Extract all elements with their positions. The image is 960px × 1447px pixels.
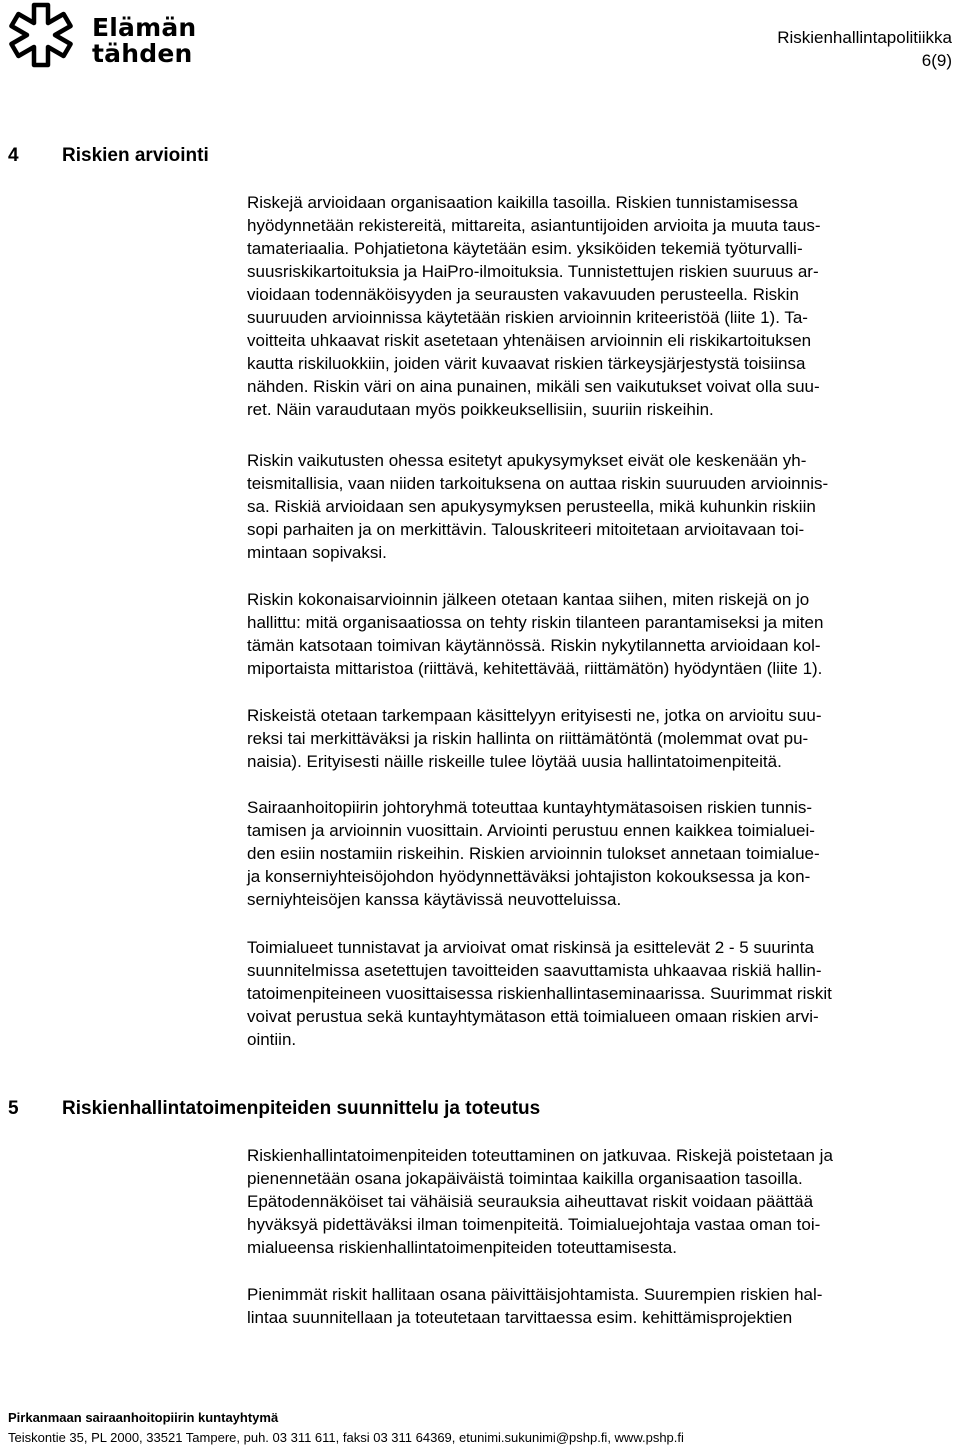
text-line: voivat perustua sekä kuntayhtymätason että toimialueen omaan riskien arvi-: [247, 1007, 819, 1026]
text-line: tamisen ja arvioinnin vuosittain. Arviointi perustuu ennen kaikkea toimialuei-: [247, 821, 815, 840]
text-line: ja konserniyhteisöjohdon hyödynnettäväksi johtajiston kokouksessa ja kon-: [247, 867, 811, 886]
text-line: tatoimenpiteineen vuosittaisessa riskienhallintaseminaarissa. Suurimmat riskit: [247, 984, 832, 1003]
text-line: serniyhteisöjen kanssa käytävissä neuvotteluissa.: [247, 890, 622, 909]
text-line: Riskejä arvioidaan organisaation kaikilla tasoilla. Riskien tunnistamisessa: [247, 193, 798, 212]
section-5-paragraph-2: [247, 1283, 957, 1329]
section-4-heading: [8, 145, 209, 167]
section-5-heading: [8, 1098, 540, 1120]
text-line: Riskienhallintatoimenpiteiden toteuttaminen on jatkuvaa. Riskejä poistetaan ja: [247, 1146, 833, 1165]
text-line: suunnitelmissa asetettujen tavoitteiden saavuttamista uhkaavaa riskiä hallin-: [247, 961, 822, 980]
text-line: Pienimmät riskit hallitaan osana päivittäisjohtamista. Suurempien riskien hal-: [247, 1285, 823, 1304]
text-line: naisia). Erityisesti näille riskeille tulee löytää uusia hallintatoimenpiteitä.: [247, 752, 782, 771]
section-number: 4: [8, 145, 19, 166]
text-line: Riskin kokonaisarvioinnin jälkeen otetaan kantaa siihen, miten riskejä on jo: [247, 590, 810, 609]
text-line: nähden. Riskin väri on aina punainen, mikäli sen vaikutukset voivat olla suu-: [247, 377, 820, 396]
text-line: reksi tai merkittäväksi ja riskin hallinta on riittämätöntä (molemmat ovat pu-: [247, 729, 809, 748]
section-4-paragraph-3: [247, 588, 957, 680]
section-4-paragraph-4: [247, 704, 957, 773]
document-title: Riskienhallintapolitiikka: [777, 28, 952, 47]
text-line: suusriskikartoituksia ja HaiPro-ilmoituksia. Tunnistettujen riskien suuruus ar-: [247, 262, 819, 281]
text-line: ointiin.: [247, 1030, 297, 1049]
text-line: mintaan sopivaksi.: [247, 543, 387, 562]
star-of-life-icon: [2, 2, 80, 68]
text-line: Sairaanhoitopiirin johtoryhmä toteuttaa kuntayhtymätasoisen riskien tunnis-: [247, 798, 813, 817]
footer-organization: Pirkanmaan sairaanhoitopiirin kuntayhtymä: [8, 1410, 279, 1425]
text-line: hallittu: mitä organisaatiossa on tehty riskin tilanteen parantamiseksi ja miten: [247, 613, 824, 632]
text-line: miportaista mittaristoa (riittävä, kehitettävää, riittämätön) hyödyntäen (liite 1).: [247, 659, 823, 678]
text-line: pienennetään osana jokapäiväistä toimintaa kaikilla organisaation tasoilla.: [247, 1169, 803, 1188]
section-title: Riskien arviointi: [62, 145, 209, 166]
text-line: sopi parhaiten ja on merkittävin. Talouskriteeri mitoitetaan arvioitavaan toi-: [247, 520, 805, 539]
text-line: Toimialueet tunnistavat ja arvioivat omat riskinsä ja esittelevät 2 - 5 suurinta: [247, 938, 814, 957]
section-5-paragraph-1: [247, 1144, 957, 1259]
text-line: kautta riskiluokkiin, joiden värit kuvaavat riskien tärkeysjärjestystä toisiinsa: [247, 354, 806, 373]
page-number: 6(9): [921, 51, 952, 70]
text-line: tamateriaalia. Pohjatietona käytetään esim. yksiköiden tekemiä työturvalli-: [247, 239, 803, 258]
text-line: Epätodennäköiset tai vähäisiä seurauksia aiheuttavat riskit voidaan päättää: [247, 1192, 814, 1211]
logo-text-line-1: Elämän: [92, 13, 197, 42]
text-line: sa. Riskiä arvioidaan sen apukysymyksen perusteella, mikä kuhunkin riskiin: [247, 497, 816, 516]
text-line: tämän katsotaan toimivan käytännössä. Riskin nykytilannetta arvioidaan kol-: [247, 636, 821, 655]
section-4-paragraph-6: [247, 936, 957, 1051]
text-line: hyödynnetään rekistereitä, mittareita, asiantuntijoiden arvioita ja muuta taus-: [247, 216, 821, 235]
footer-address: Teiskontie 35, PL 2000, 33521 Tampere, puh. 03 311 611, faksi 03 311 64369, etunimi.sukunimi@pshp.fi, www.pshp.fi: [8, 1430, 684, 1445]
section-4-paragraph-1: [247, 191, 957, 421]
text-line: vioidaan todennäköisyyden ja seurausten vakavuuden perusteella. Riskin: [247, 285, 799, 304]
text-line: ret. Näin varaudutaan myös poikkeuksellisiin, suuriin riskeihin.: [247, 400, 714, 419]
text-line: mialueensa riskienhallintatoimenpiteiden toteuttamisesta.: [247, 1238, 677, 1257]
section-title: Riskienhallintatoimenpiteiden suunnittelu ja toteutus: [62, 1098, 541, 1119]
text-line: suuruuden arvioinnissa käytetään riskien arvioinnin kriteeristöä (liite 1). Ta-: [247, 308, 808, 327]
text-line: voitteita uhkaavat riskit asetetaan yhtenäisen arvioinnin eli riskikartoituksen: [247, 331, 812, 350]
logo-text-line-2: tähden: [92, 39, 193, 68]
section-4-paragraph-2: [247, 449, 957, 564]
text-line: Riskeistä otetaan tarkempaan käsittelyyn erityisesti ne, jotka on arvioitu suu-: [247, 706, 822, 725]
section-number: 5: [8, 1098, 19, 1119]
section-4-paragraph-5: [247, 796, 957, 911]
text-line: lintaa suunnitellaan ja toteutetaan tarvittaessa esim. kehittämisprojektien: [247, 1308, 793, 1327]
logo: [0, 0, 200, 72]
text-line: hyväksyä pidettäväksi ilman toimenpiteitä. Toimialuejohtaja vastaa oman toi-: [247, 1215, 821, 1234]
text-line: teismitallisia, vaan niiden tarkoituksena on auttaa riskin suuruuden arvioinnis-: [247, 474, 829, 493]
text-line: den esiin nostamiin riskeihin. Riskien arvioinnin tulokset annetaan toimialue-: [247, 844, 820, 863]
text-line: Riskin vaikutusten ohessa esitetyt apukysymykset eivät ole keskenään yh-: [247, 451, 807, 470]
